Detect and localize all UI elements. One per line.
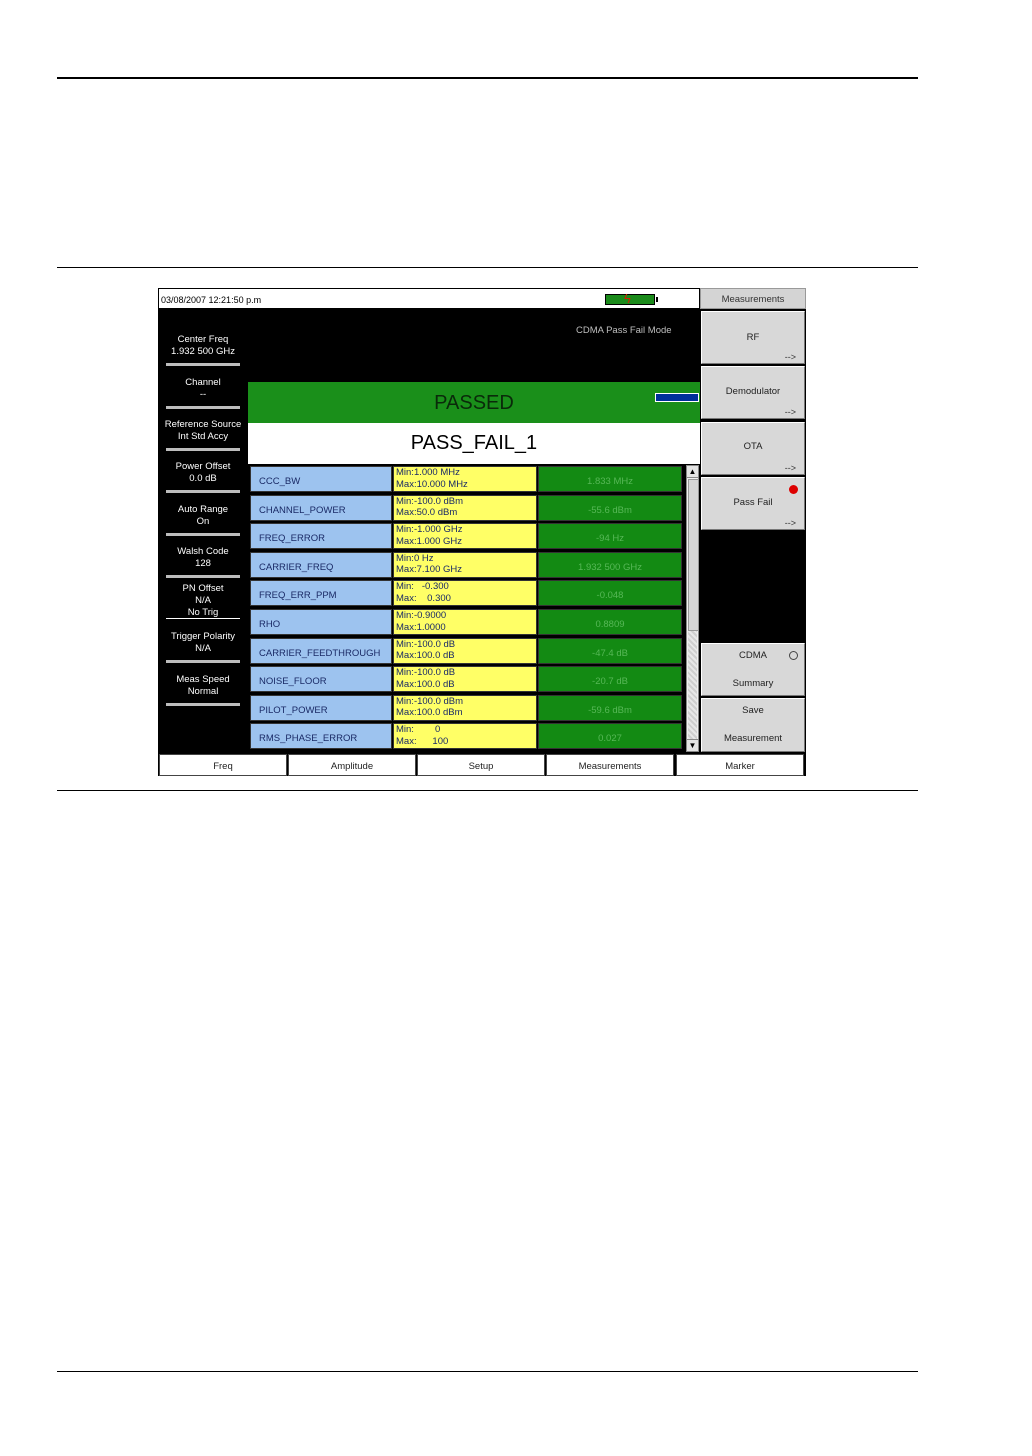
softkey-label-bottom: Summary bbox=[732, 678, 774, 689]
row-min: Min:-100.0 dB bbox=[396, 667, 456, 679]
param-value: N/A bbox=[195, 643, 211, 654]
table-row bbox=[249, 494, 685, 522]
row-limits bbox=[393, 666, 537, 692]
softkey-label-top: CDMA bbox=[739, 650, 767, 661]
table-row bbox=[249, 551, 685, 579]
row-min: Min:1.000 MHz bbox=[396, 467, 460, 478]
status-bar bbox=[158, 288, 700, 309]
row-max: Max:100.0 dB bbox=[396, 678, 455, 690]
fkey-measurements[interactable]: Measurements bbox=[546, 754, 674, 776]
selected-indicator-icon bbox=[789, 485, 798, 494]
fkey-freq[interactable]: Freq bbox=[159, 754, 287, 776]
row-limits bbox=[393, 638, 537, 664]
scroll-up-arrow-icon[interactable]: ▲ bbox=[688, 467, 697, 476]
table-row bbox=[249, 579, 685, 607]
row-value: 0.8809 bbox=[538, 609, 682, 635]
row-min: Min:-100.0 dBm bbox=[396, 495, 464, 507]
test-name: PASS_FAIL_1 bbox=[410, 432, 538, 454]
param-reference-source bbox=[160, 419, 246, 443]
results-scrollbar[interactable] bbox=[686, 465, 699, 752]
row-name: RMS_PHASE_ERROR bbox=[250, 723, 392, 749]
table-row bbox=[249, 608, 685, 636]
param-label: Center Freq bbox=[177, 334, 229, 345]
param-divider bbox=[166, 448, 240, 451]
param-auto-range bbox=[166, 504, 240, 528]
row-name: CHANNEL_POWER bbox=[250, 495, 392, 521]
table-row bbox=[249, 522, 685, 550]
scroll-down-arrow-icon[interactable]: ▼ bbox=[688, 741, 697, 750]
row-value: 0.027 bbox=[538, 723, 682, 749]
param-center-freq bbox=[166, 334, 240, 358]
row-value: -0.048 bbox=[538, 580, 682, 606]
table-row bbox=[249, 465, 685, 493]
charging-bolt-icon: ϟ bbox=[624, 291, 631, 306]
table-row bbox=[249, 694, 685, 722]
param-divider bbox=[166, 363, 240, 366]
mode-label: CDMA Pass Fail Mode bbox=[576, 325, 672, 336]
row-max: Max:1.0000 bbox=[396, 621, 446, 633]
softkey-cdma-summary[interactable] bbox=[701, 643, 805, 696]
param-divider bbox=[166, 660, 240, 663]
submenu-arrow-icon: --> bbox=[784, 463, 796, 473]
fkey-amplitude[interactable]: Amplitude bbox=[288, 754, 416, 776]
table-row bbox=[249, 637, 685, 665]
row-min: Min: -0.300 bbox=[396, 581, 449, 593]
submenu-arrow-icon: --> bbox=[784, 407, 796, 417]
row-max: Max: 100 bbox=[396, 735, 449, 747]
param-walsh-code bbox=[166, 546, 240, 570]
submenu-arrow-icon: --> bbox=[784, 518, 796, 528]
softkey-ota[interactable] bbox=[701, 422, 805, 475]
table-row bbox=[249, 665, 685, 693]
footer-rule bbox=[57, 1371, 918, 1372]
row-limits bbox=[393, 580, 537, 606]
row-value: -94 Hz bbox=[538, 523, 682, 549]
row-max: Max:10.000 MHz bbox=[396, 478, 468, 490]
menu-title: Measurements bbox=[700, 288, 806, 309]
param-value: 128 bbox=[195, 558, 211, 569]
param-divider bbox=[166, 703, 240, 706]
param-meas-speed bbox=[166, 674, 240, 698]
row-value: -47.4 dB bbox=[538, 638, 682, 664]
row-name: CCC_BW bbox=[250, 466, 392, 492]
test-name-bar bbox=[248, 423, 700, 464]
param-divider bbox=[166, 490, 240, 493]
param-value: -- bbox=[199, 389, 207, 400]
row-value: -59.6 dBm bbox=[538, 695, 682, 721]
row-limits bbox=[393, 695, 537, 721]
table-row bbox=[249, 722, 685, 750]
softkey-label-top: Save bbox=[742, 705, 764, 716]
scroll-thumb[interactable] bbox=[688, 479, 699, 631]
param-divider bbox=[166, 406, 240, 409]
param-label: Auto Range bbox=[177, 504, 229, 515]
row-limits bbox=[393, 609, 537, 635]
result-status: PASSED bbox=[434, 392, 514, 414]
param-label: Power Offset bbox=[175, 461, 231, 472]
row-name: CARRIER_FEEDTHROUGH bbox=[250, 638, 392, 664]
softkey-pass-fail[interactable] bbox=[701, 477, 805, 530]
softkey-label: Pass Fail bbox=[733, 497, 773, 508]
softkey-label: Demodulator bbox=[725, 386, 781, 397]
row-value: -20.7 dB bbox=[538, 666, 682, 692]
row-max: Max:100.0 dB bbox=[396, 650, 455, 662]
row-limits bbox=[393, 552, 537, 578]
row-max: Max: 0.300 bbox=[396, 592, 451, 604]
param-value: 1.932 500 GHz bbox=[171, 346, 235, 357]
row-name: RHO bbox=[250, 609, 392, 635]
row-value: 1.932 500 GHz bbox=[538, 552, 682, 578]
softkey-label: RF bbox=[746, 332, 760, 343]
instrument-screen bbox=[158, 288, 806, 776]
param-label: Reference Source bbox=[164, 419, 242, 430]
param-value: Normal bbox=[187, 686, 219, 697]
param-divider bbox=[166, 533, 240, 536]
param-value: On bbox=[196, 516, 210, 527]
param-power-offset bbox=[166, 461, 240, 485]
row-min: Min:0 Hz bbox=[396, 552, 434, 564]
row-name: NOISE_FLOOR bbox=[250, 666, 392, 692]
param-label: Walsh Code bbox=[177, 546, 229, 557]
softkey-save-measurement[interactable] bbox=[701, 698, 805, 752]
row-name: PILOT_POWER bbox=[250, 695, 392, 721]
row-name: FREQ_ERR_PPM bbox=[250, 580, 392, 606]
scroll-track[interactable] bbox=[688, 631, 697, 739]
row-value: -55.6 dBm bbox=[538, 495, 682, 521]
row-min: Min:-100.0 dBm bbox=[396, 695, 464, 707]
submenu-arrow-icon: --> bbox=[784, 352, 796, 362]
param-divider bbox=[166, 575, 240, 578]
result-status-bar bbox=[248, 382, 700, 423]
battery-icon bbox=[605, 291, 655, 306]
row-limits bbox=[393, 495, 537, 521]
param-label: Trigger Polarity bbox=[170, 631, 236, 642]
param-trigger-polarity bbox=[162, 631, 244, 655]
header-rule bbox=[57, 77, 918, 79]
row-name: CARRIER_FREQ bbox=[250, 552, 392, 578]
row-max: Max:50.0 dBm bbox=[396, 507, 458, 519]
softkey-demodulator[interactable] bbox=[701, 366, 805, 419]
status-indicator bbox=[655, 393, 699, 402]
row-min: Min:-1.000 GHz bbox=[396, 524, 463, 536]
fkey-setup[interactable]: Setup bbox=[417, 754, 545, 776]
row-min: Min:-0.9000 bbox=[396, 610, 447, 621]
battery-tip-icon bbox=[656, 297, 658, 302]
row-max: Max:100.0 dBm bbox=[396, 707, 463, 719]
fkey-marker[interactable]: Marker bbox=[676, 754, 804, 776]
row-value: 1.833 MHz bbox=[538, 466, 682, 492]
param-value: 0.0 dB bbox=[189, 473, 217, 484]
param-divider bbox=[166, 618, 240, 619]
softkey-label: OTA bbox=[743, 441, 763, 452]
figure-bottom-rule bbox=[57, 790, 918, 791]
row-limits bbox=[393, 466, 537, 492]
row-min: Min:-100.0 dB bbox=[396, 638, 456, 650]
param-value: N/A bbox=[195, 595, 211, 606]
param-label: PN Offset bbox=[182, 583, 224, 594]
row-max: Max:1.000 GHz bbox=[396, 535, 462, 547]
param-label: Channel bbox=[185, 377, 221, 388]
figure-top-rule bbox=[57, 267, 918, 268]
datetime-label: 03/08/2007 12:21:50 p.m bbox=[161, 295, 262, 305]
softkey-label-bottom: Measurement bbox=[723, 733, 783, 744]
param-extra: No Trig bbox=[187, 607, 219, 618]
row-name: FREQ_ERROR bbox=[250, 523, 392, 549]
row-min: Min: 0 bbox=[396, 724, 441, 736]
row-limits bbox=[393, 523, 537, 549]
softkey-rf[interactable] bbox=[701, 311, 805, 364]
param-value: Int Std Accy bbox=[177, 431, 229, 442]
param-pn-offset bbox=[166, 583, 240, 619]
param-label: Meas Speed bbox=[176, 674, 230, 685]
param-channel bbox=[166, 377, 240, 401]
row-max: Max:7.100 GHz bbox=[396, 564, 462, 576]
row-limits bbox=[393, 723, 537, 749]
